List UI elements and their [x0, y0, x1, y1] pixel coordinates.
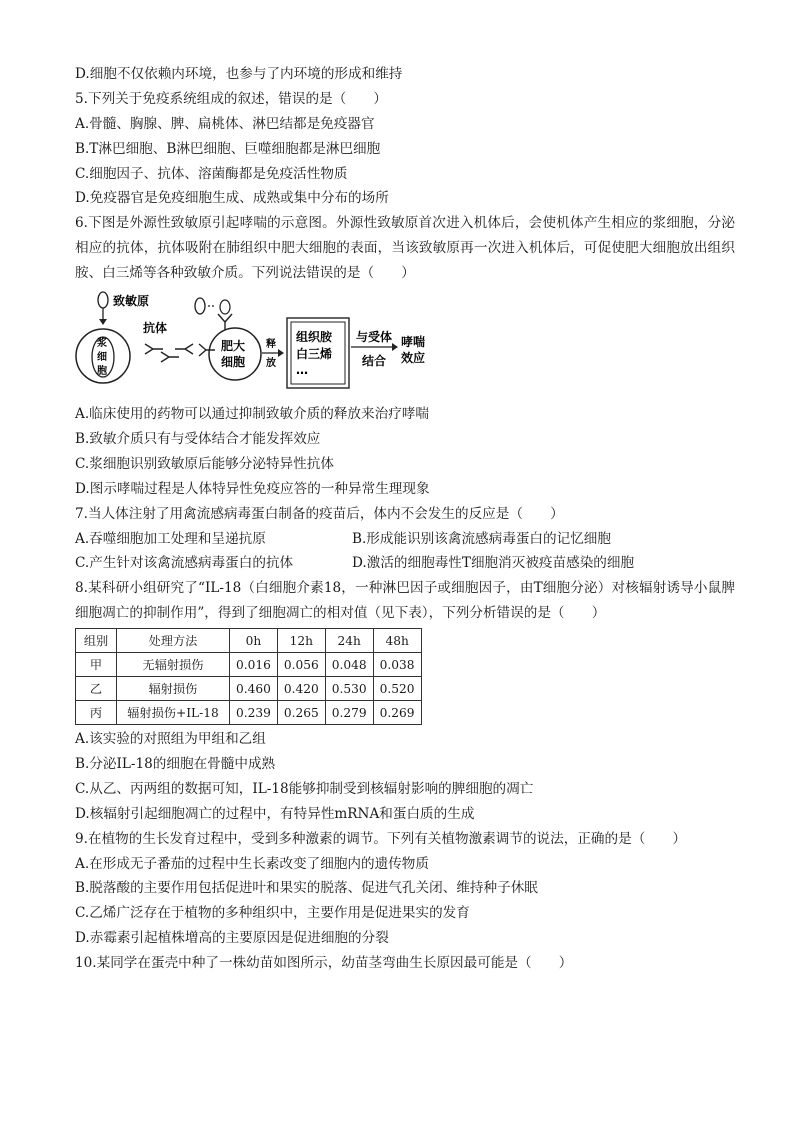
q9-option-a: A.在形成无子番茄的过程中生长素改变了细胞内的遗传物质 [75, 855, 429, 872]
q9-option-b: B.脱落酸的主要作用包括促进叶和果实的脱落、促进气孔关闭、维持种子休眠 [75, 880, 538, 897]
q7-stem: 7.当人体注射了用禽流感病毒蛋白制备的疫苗后，体内不会发生的反应是（ ） [75, 505, 564, 522]
exam-page [75, 62, 735, 976]
table-header: 处理方法 [117, 629, 230, 653]
table-header: 48h [373, 629, 421, 653]
apoptosis-table [75, 628, 422, 725]
table-cell: 0.056 [277, 653, 325, 677]
q5-option-d: D.免疫器官是免疫细胞生成、成熟或集中分布的场所 [75, 190, 389, 207]
q7-options-row-1 [75, 527, 735, 552]
table-header: 24h [325, 629, 373, 653]
q5-stem: 5.下列关于免疫系统组成的叙述，错误的是（ ） [75, 90, 388, 107]
q10-stem: 10.某同学在蛋壳中种了一株幼苗如图所示，幼苗茎弯曲生长原因最可能是（ ） [75, 955, 573, 972]
table-header: 0h [230, 629, 278, 653]
table-cell: 无辐射损伤 [117, 653, 230, 677]
q9-stem: 9.在植物的生长发育过程中，受到多种激素的调节。下列有关植物激素调节的说法，正确的是（ ） [75, 830, 687, 847]
mast-cell-label-2: 细胞 [221, 355, 246, 370]
table-cell: 0.520 [373, 677, 421, 701]
table-cell: 辐射损伤 [117, 677, 230, 701]
q8-stem: 8.某科研小组研究了“IL-18（白细胞介素18，一种淋巴因子或细胞因子，由T细胞分泌）对核辐射诱导小鼠脾细胞凋亡的抑制作用”，得到了细胞凋亡的相对值（见下表），下列分析错误的是（ ） [75, 580, 735, 622]
table-header: 12h [277, 629, 325, 653]
q5-option-b: B.T淋巴细胞、B淋巴细胞、巨噬细胞都是淋巴细胞 [75, 140, 381, 157]
asthma-diagram-svg [75, 286, 455, 402]
table-cell: 0.460 [230, 677, 278, 701]
release-label-1: 释 [266, 339, 276, 351]
antibody-label: 抗体 [143, 321, 168, 336]
q7-options-row-2 [75, 551, 735, 576]
plasma-cell-label-1: 浆 [97, 338, 107, 350]
q9-option-c: C.乙烯广泛存在于植物的多种组织中，主要作用是促进果实的发育 [75, 905, 470, 922]
q8-option-b: B.分泌IL-18的细胞在骨髓中成熟 [75, 756, 276, 772]
q8-option-c: C.从乙、丙两组的数据可知，IL-18能够抑制受到核辐射影响的脾细胞的凋亡 [75, 780, 534, 797]
q9-option-d: D.赤霉素引起植株增高的主要原因是促进细胞的分裂 [75, 930, 389, 947]
table-cell: 0.279 [325, 701, 373, 725]
mediator-leukotriene: 白三烯 [296, 347, 333, 362]
table-cell: 0.420 [277, 677, 325, 701]
q5-option-a: A.骨髓、胸腺、脾、扁桃体、淋巴结都是免疫器官 [75, 115, 375, 132]
plasma-cell-label-3: 胞 [97, 366, 107, 378]
table-row [76, 653, 422, 677]
bind-label-1: 与受体 [356, 330, 393, 345]
mediator-etc: … [296, 363, 308, 378]
table-cell: 0.016 [230, 653, 278, 677]
mediator-histamine: 组织胺 [296, 330, 333, 345]
table-cell: 辐射损伤+IL-18 [117, 701, 230, 725]
table-cell: 0.038 [373, 653, 421, 677]
table-row [76, 677, 422, 701]
plasma-cell-label-2: 细 [97, 352, 107, 364]
mast-cell-icon [209, 328, 261, 380]
q8-option-d: D.核辐射引起细胞凋亡的过程中，有特异性mRNA和蛋白质的生成 [75, 805, 475, 822]
q6-option-d: D.图示哮喘过程是人体特异性免疫应答的一种异常生理现象 [75, 480, 430, 497]
allergen-icon [98, 292, 108, 308]
effect-label-1: 哮喘 [401, 335, 426, 350]
table-header: 组别 [76, 629, 117, 653]
mast-cell-label-1: 肥大 [221, 339, 246, 354]
q5-option-c: C.细胞因子、抗体、溶菌酶都是免疫活性物质 [75, 165, 348, 182]
table-cell: 0.239 [230, 701, 278, 725]
table-cell: 0.265 [277, 701, 325, 725]
q6-stem: 6.下图是外源性致敏原引起哮喘的示意图。外源性致敏原首次进入机体后，会使机体产生相应的浆细胞，分泌相应的抗体，抗体吸附在肺组织中肥大细胞的表面，当该致敏原再一次进入机体后，可促使肥大细胞放出组织胺、白三烯等各种致敏介质。下列说法错误的是（ ） [75, 215, 735, 282]
table-cell: 0.269 [373, 701, 421, 725]
q6-option-b: B.致敏介质只有与受体结合才能发挥效应 [75, 430, 321, 447]
table-row [76, 701, 422, 725]
table-cell: 甲 [76, 653, 117, 677]
table-cell: 0.530 [325, 677, 373, 701]
q7-option-c: C.产生针对该禽流感病毒蛋白的抗体 [75, 555, 294, 572]
q6-option-c: C.浆细胞识别致敏原后能够分泌特异性抗体 [75, 455, 334, 472]
q8-option-a: A.该实验的对照组为甲组和乙组 [75, 731, 266, 748]
table-cell: 丙 [76, 701, 117, 725]
allergen-2-icon [195, 298, 205, 314]
antibody-icon [145, 344, 193, 362]
asthma-diagram [75, 286, 735, 402]
release-label-2: 放 [266, 358, 276, 370]
q7-option-d: D.激活的细胞毒性T细胞消灭被疫苗感染的细胞 [352, 555, 635, 572]
effect-label-2: 效应 [401, 351, 426, 366]
q7-option-b: B.形成能识别该禽流感病毒蛋白的记忆细胞 [352, 530, 611, 547]
table-cell: 乙 [76, 677, 117, 701]
q4-option-d: D.细胞不仅依赖内环境，也参与了内环境的形成和维持 [75, 66, 403, 82]
bind-label-2: 结合 [362, 354, 387, 369]
q7-option-a: A.吞噬细胞加工处理和呈递抗原 [75, 530, 266, 547]
table-cell: 0.048 [325, 653, 373, 677]
allergen-label: 致敏原 [113, 294, 150, 309]
table-header-row [76, 629, 422, 653]
q6-option-a: A.临床使用的药物可以通过抑制致敏介质的释放来治疗哮喘 [75, 406, 429, 423]
